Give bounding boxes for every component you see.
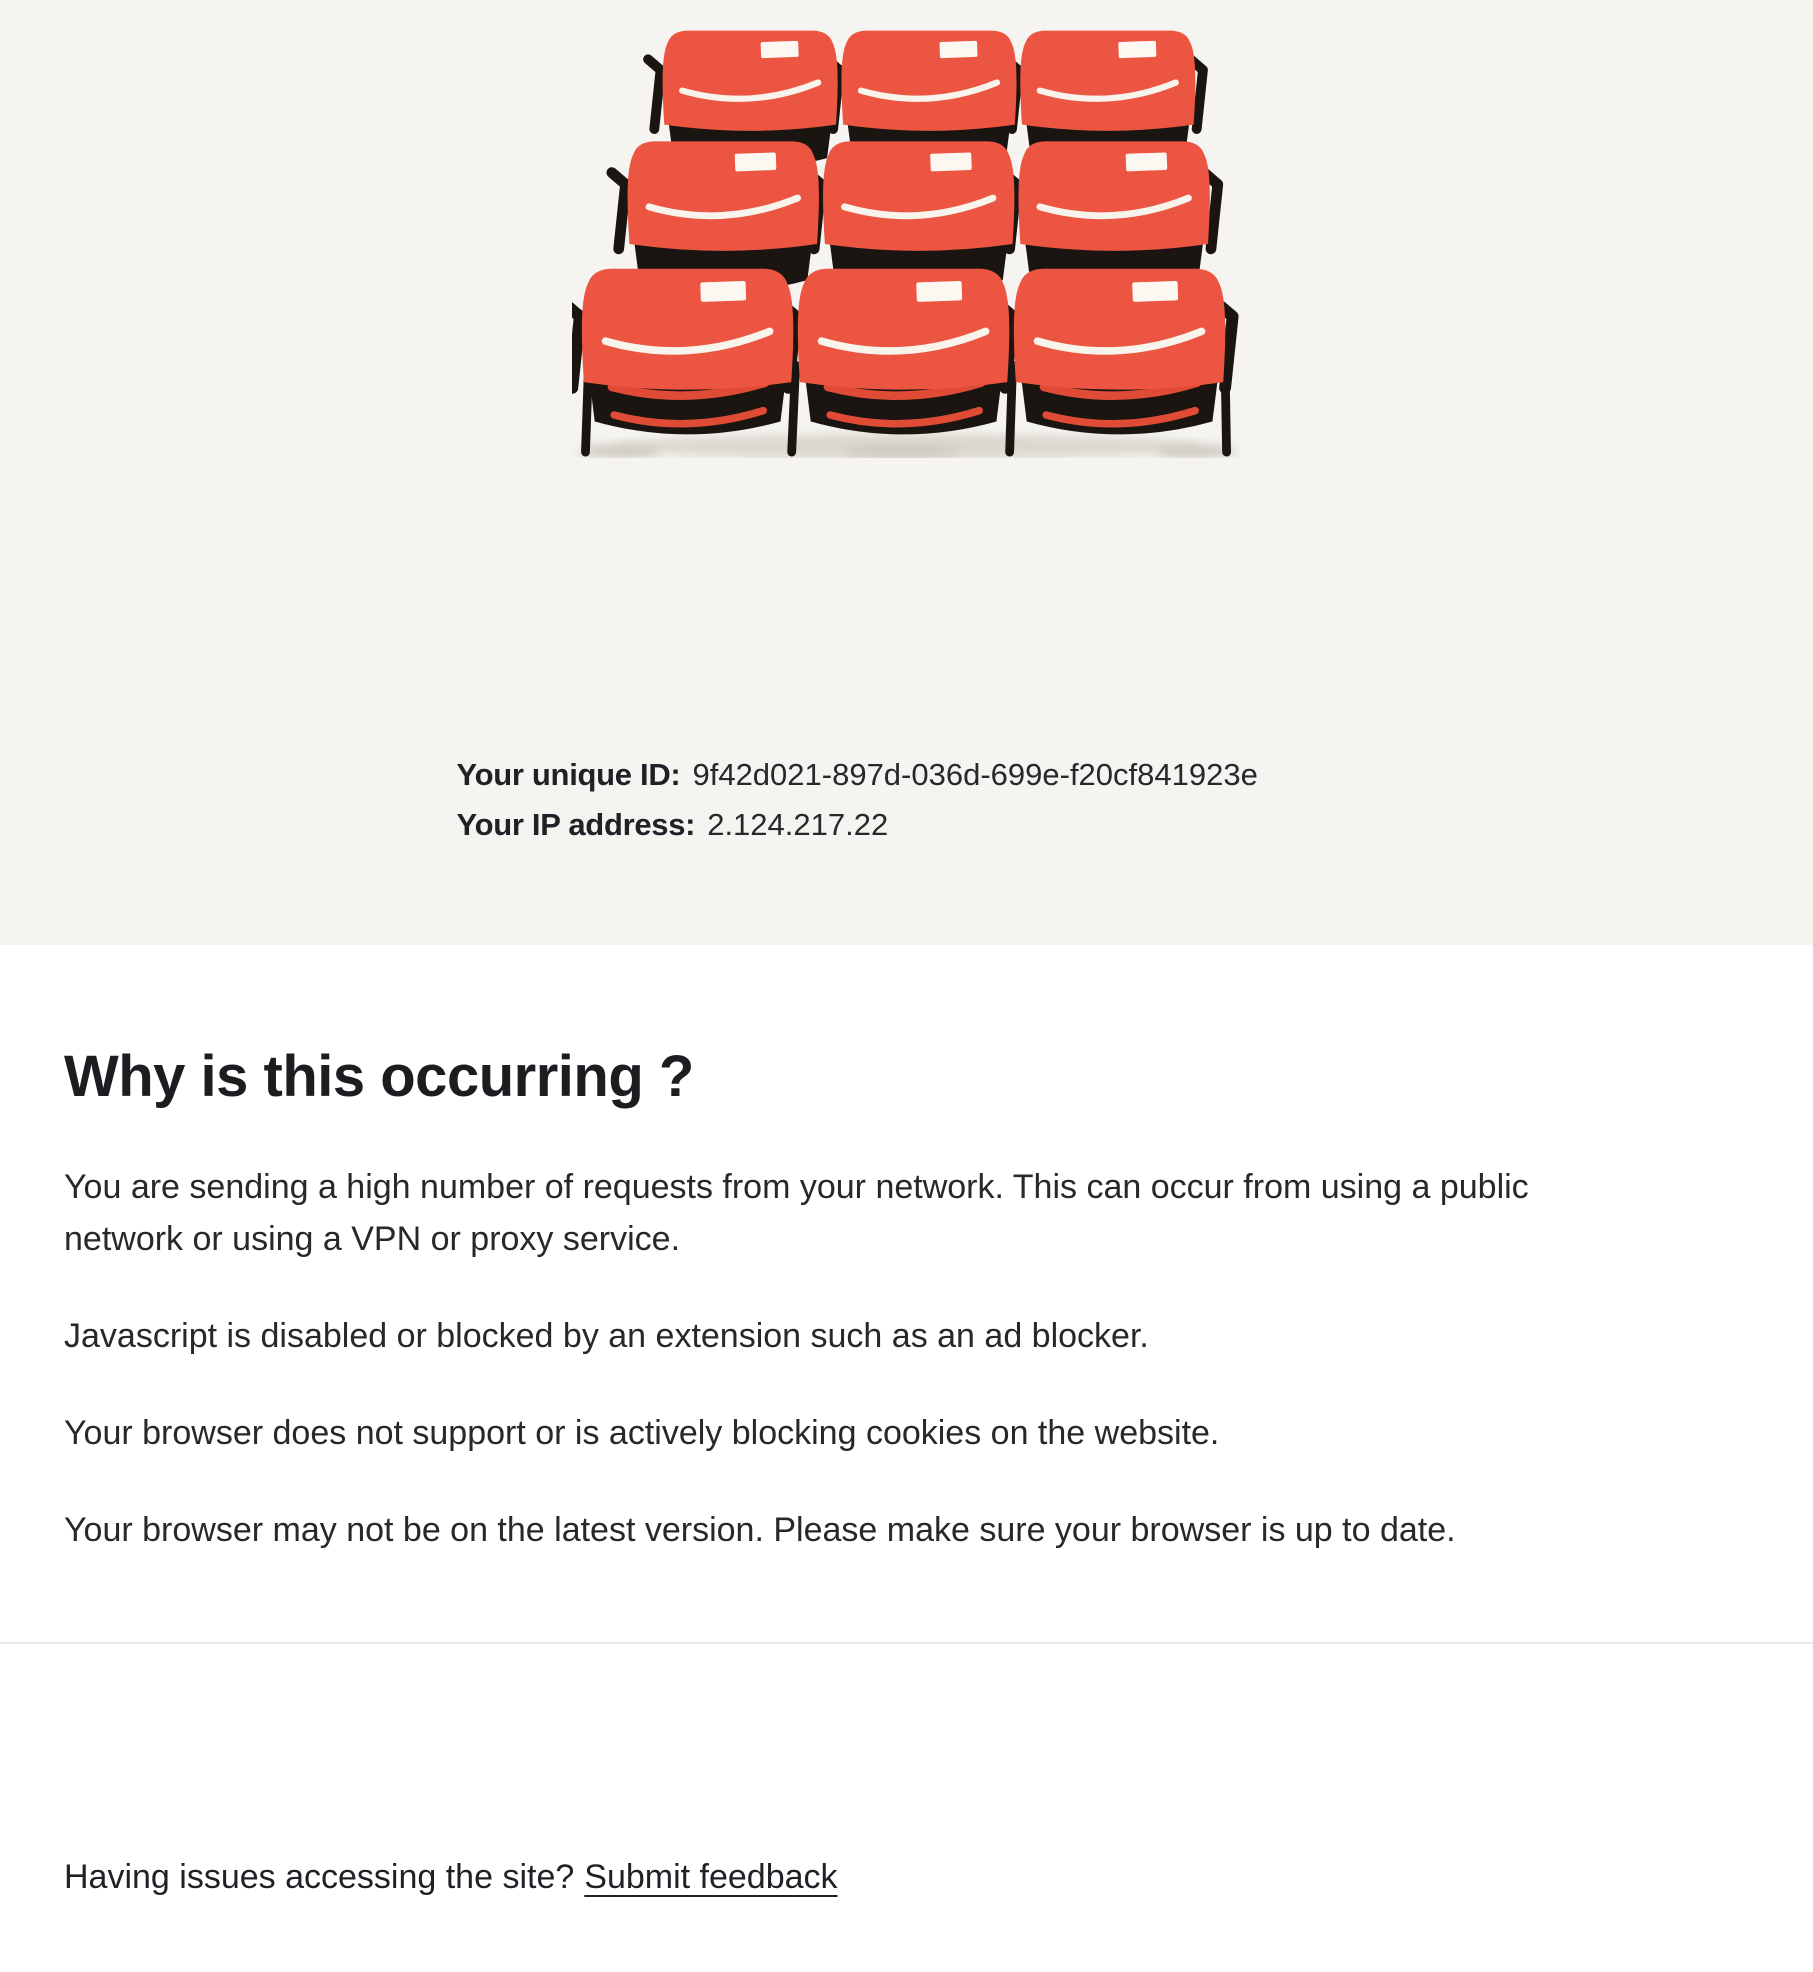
hero-section <box>0 0 1813 945</box>
ip-address-row <box>457 800 1357 850</box>
reason-high-requests: You are sending a high number of requests from your network. This can occur from using a public network or using a VPN or proxy service. <box>64 1167 1529 1259</box>
submit-feedback-link[interactable]: Submit feedback <box>584 1858 838 1897</box>
footer-question: Having issues accessing the site? <box>64 1858 575 1897</box>
explanation-section <box>0 945 1813 1642</box>
identity-block <box>457 750 1357 850</box>
stadium-seats-svg <box>572 28 1242 458</box>
footer-section <box>0 1644 1813 1903</box>
reason-browser-outdated: Your browser may not be on the latest version. Please make sure your browser is up to date. <box>64 1510 1456 1549</box>
stadium-seats-illustration <box>572 28 1242 458</box>
ip-address-value: 2.124.217.22 <box>707 807 889 842</box>
page-title: Why is this occurring ? <box>64 1044 694 1109</box>
unique-id-label: Your unique ID: <box>456 757 681 792</box>
unique-id-value: 9f42d021-897d-036d-699e-f20cf841923e <box>692 757 1258 792</box>
ip-address-label: Your IP address: <box>456 807 696 842</box>
unique-id-row <box>457 750 1357 800</box>
reason-javascript-disabled: Javascript is disabled or blocked by an extension such as an ad blocker. <box>64 1317 1149 1356</box>
reason-cookies-blocked: Your browser does not support or is actively blocking cookies on the website. <box>64 1413 1220 1452</box>
